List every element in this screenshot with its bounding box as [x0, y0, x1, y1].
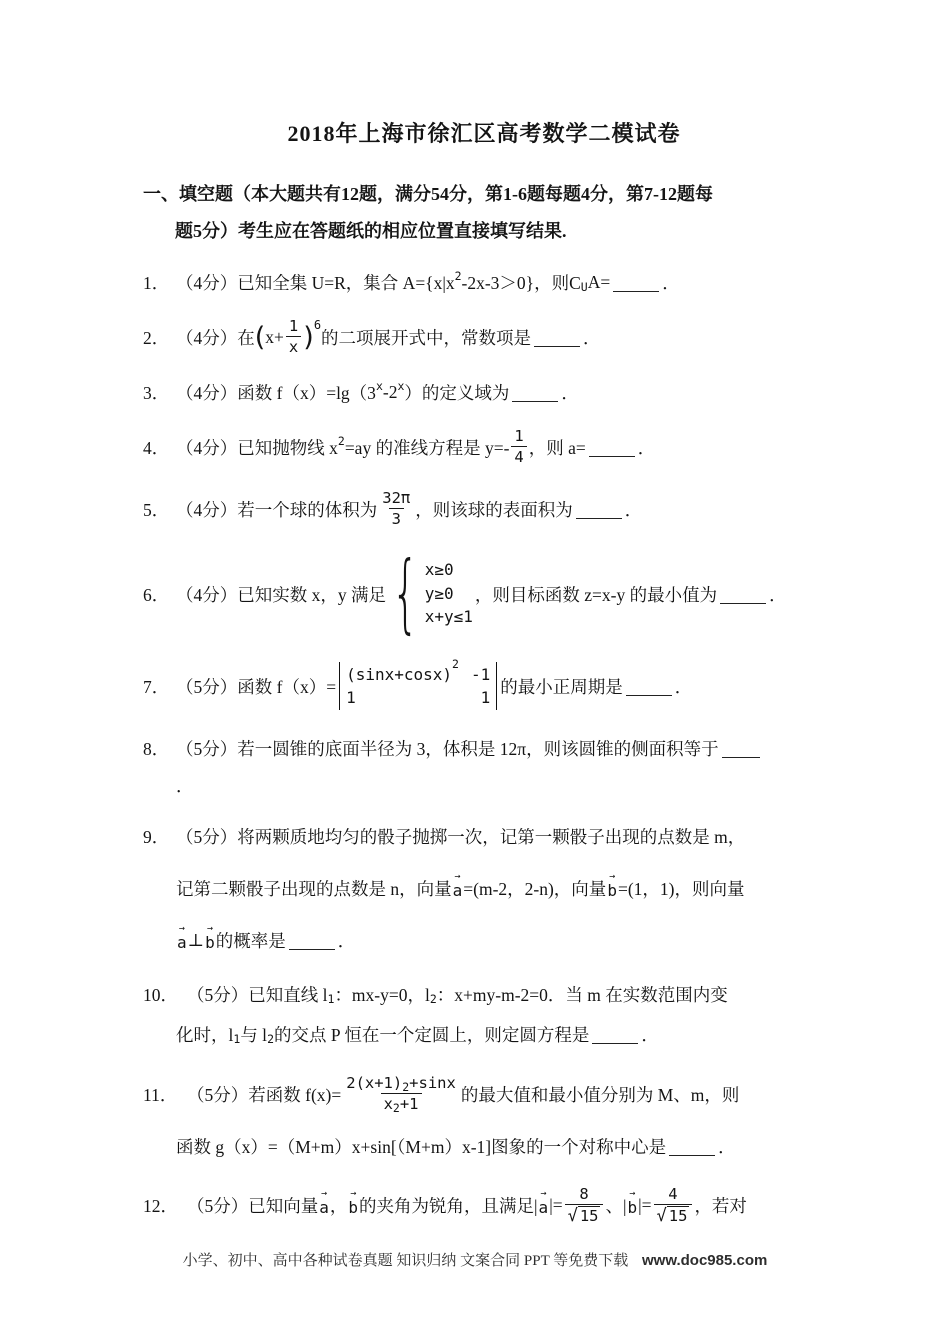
vector-arrow-icon: → [629, 1187, 636, 1199]
question-9 [143, 810, 825, 966]
fraction-denominator: 3 [389, 508, 404, 529]
question-text: 与 l [240, 1024, 268, 1045]
determinant-cell: -1 [470, 665, 491, 685]
fraction [654, 1185, 693, 1225]
question-text: =(m-2，2-n)，向量 [463, 878, 607, 899]
question-8-line-2 [143, 768, 825, 802]
vector-arrow-icon: → [609, 870, 616, 882]
vector-arrow-icon: → [321, 1187, 328, 1199]
question-text: 的最小正周期是 [500, 676, 623, 697]
question-2-line-1: 2． （4分）在 ( x+ $\frac{1}{x}$ ) $^6$ 的二项展开式中，常数项是 ． [143, 317, 601, 356]
question-text: ，若对 [694, 1195, 747, 1216]
question-text: 的交点 P 恒在一个定圆上，则定圆方程是 [274, 1024, 590, 1045]
question-text: ． [674, 676, 693, 697]
fraction [565, 1185, 604, 1225]
answer-blank [589, 437, 635, 457]
question-text: （4分）已知抛物线 x [176, 437, 338, 458]
question-3 [143, 372, 825, 412]
question-text: -2x-3＞0}，则C [461, 272, 581, 293]
question-text: A= [587, 271, 611, 292]
fraction-denominator [654, 1204, 693, 1226]
vector-a: → a [538, 1187, 549, 1217]
question-number: 7． [143, 676, 170, 697]
question-number: 10． [143, 984, 178, 1005]
question-7 [143, 652, 825, 720]
footer [0, 1249, 950, 1270]
question-text: 化时，l [176, 1024, 234, 1045]
answer-blank [613, 272, 659, 292]
question-number: 8． [143, 738, 170, 759]
determinant-body [339, 656, 497, 709]
system-rows [425, 561, 473, 626]
question-8 [143, 728, 825, 802]
question-text: |= [638, 1194, 652, 1215]
question-9-line-2 [143, 862, 825, 914]
fraction [343, 1074, 459, 1113]
vector-b: → b [205, 922, 215, 952]
question-text: ， [329, 1195, 348, 1216]
question-11-line-1 [143, 1062, 825, 1126]
fraction-denominator: x [286, 336, 301, 357]
vector-b: → b [607, 870, 617, 900]
question-8-line-1 [143, 728, 825, 768]
question-text: （5分）已知向量 [187, 1195, 319, 1216]
fraction-denominator: x $^2$ +1 [381, 1093, 422, 1114]
question-12 [143, 1174, 825, 1236]
question-text: 的最大值和最小值分别为 M、m，则 [460, 1084, 740, 1105]
question-text: ）的定义域为 [404, 382, 510, 403]
system-row: x≥0 [424, 560, 454, 580]
question-text: 、| [605, 1195, 627, 1216]
question-text: ：x+my-m-2=0．当 m 在实数范围内变 [436, 984, 728, 1005]
fraction [511, 427, 526, 466]
question-text: ，则该球的表面积为 [415, 499, 573, 520]
question-text: ． [583, 327, 601, 348]
question-text: ． [769, 584, 787, 605]
vector-b: → b [348, 1187, 359, 1217]
question-text: ． [718, 1136, 736, 1157]
question-10-line-1: 10． （5分）已知直线 l $_1$ ：mx-y=0，l $_2$ ：x+my-m-2=0．当 m 在实数范围内变 [143, 974, 825, 1014]
question-text: （4分）在 [176, 327, 255, 348]
question-text: （5分）函数 f（x）= [176, 676, 337, 697]
question-text: 记第二颗骰子出现的点数是 n，向量 [176, 878, 452, 899]
section-header [143, 176, 825, 250]
fraction [379, 489, 413, 528]
footer-url: www.doc985.com [642, 1252, 768, 1269]
question-9-line-3 [143, 914, 825, 966]
question-5-line-1 [143, 482, 825, 536]
question-4-line-1: 4． （4分）已知抛物线 x $^2$ =ay 的准线方程是 y=- $\frac{1}{4}$ ，则 a= ． [143, 427, 656, 466]
question-4 [143, 420, 825, 474]
question-number: 5． [143, 499, 170, 520]
determinant [339, 656, 497, 709]
question-text: -2 [382, 381, 398, 402]
question-number: 6． [143, 584, 170, 605]
vector-a: → a [177, 922, 187, 952]
question-text: ． [641, 1024, 659, 1045]
question-12-line-1 [143, 1174, 825, 1236]
section-header-line-2: 题5分）考生应在答题纸的相应位置直接填写结果. [175, 221, 567, 241]
question-text: （4分）已知实数 x，y 满足 [176, 584, 386, 605]
question-text: ． [662, 272, 680, 293]
system-brace: { [391, 543, 420, 644]
question-6-line-1 [143, 544, 825, 644]
fraction-numerator: 2(x+1) $^2$ +sinx [346, 1074, 456, 1094]
question-text: （4分）已知全集 U=R，集合 A={x|x [176, 272, 455, 293]
question-number: 11． [143, 1084, 178, 1105]
footer-text: 小学、初中、高中各种试卷真题 知识归纳 文案合同 PPT 等免费下载 [182, 1253, 629, 1269]
vector-a: → a [319, 1187, 329, 1217]
fraction-numerator: 8 [579, 1184, 589, 1203]
superscript: 2 [452, 656, 459, 671]
vector-arrow-icon: → [206, 922, 213, 934]
question-7-line-1 [143, 652, 825, 720]
vector-arrow-icon: → [350, 1187, 357, 1199]
answer-blank [592, 1024, 638, 1044]
question-3-line-1: 3． （4分）函数 f（x）=lg（3 $^x$ -2 $^x$ ）的定义域为 ． [143, 379, 579, 403]
vector-arrow-icon: → [540, 1187, 547, 1199]
question-number: 4． [143, 437, 170, 458]
question-2 [143, 310, 825, 364]
question-6 [143, 544, 825, 644]
question-text: 的概率是 [215, 930, 286, 951]
fraction-denominator: 4 [511, 446, 526, 467]
question-text: 的夹角为锐角，且满足| [359, 1195, 538, 1216]
determinant-cell: 1 [346, 687, 356, 707]
question-text: |= [549, 1194, 563, 1215]
question-text: （5分）若函数 f(x)= [187, 1084, 342, 1105]
question-number: 2． [143, 327, 170, 348]
question-text: ． [637, 437, 656, 458]
answer-blank [512, 382, 558, 402]
question-number: 1． [143, 272, 170, 293]
question-5 [143, 482, 825, 536]
question-10-line-2: 化时，l $_1$ 与 l $_2$ 的交点 P 恒在一个定圆上，则定圆方程是 ． [143, 1014, 825, 1054]
question-9-line-1 [143, 810, 825, 862]
question-text: ，则 a= [528, 437, 586, 458]
answer-blank [669, 1136, 715, 1156]
answer-blank [722, 738, 760, 758]
right-paren: ) [303, 321, 314, 353]
question-text: ． [561, 382, 579, 403]
determinant-cell: 1 [480, 687, 491, 707]
fraction-numerator: 4 [668, 1184, 678, 1203]
question-text: ，则目标函数 z=x-y 的最小值为 [474, 584, 718, 605]
determinant-cell: $(\sin x+\cos x)^2$ [346, 656, 459, 685]
sqrt: √ 15 [567, 1206, 599, 1227]
fraction-numerator: 1 [514, 427, 524, 446]
question-text: （5分）将两颗质地均匀的骰子抛掷一次，记第一颗骰子出现的点数是 m， [176, 826, 746, 847]
answer-blank [720, 584, 766, 604]
question-number: 3． [143, 382, 170, 403]
left-paren: ( [254, 321, 266, 353]
inequality-system [388, 543, 473, 644]
question-11 [143, 1062, 825, 1166]
answer-blank [534, 327, 580, 347]
question-text: 函数 g（x）=（M+m）x+sin[（M+m）x-1]图象的一个对称中心是 [176, 1136, 667, 1157]
question-text: x+ [265, 326, 284, 347]
answer-blank [576, 499, 622, 519]
answer-blank [626, 676, 672, 696]
answer-blank [289, 930, 335, 950]
question-text: =ay 的准线方程是 y=- [344, 437, 510, 458]
vector-a: → a [452, 870, 463, 900]
fraction-numerator: 1 [288, 317, 299, 336]
question-text: （4分）若一个球的体积为 [176, 499, 378, 520]
question-text: （4分）函数 f（x）=lg（3 [176, 382, 376, 403]
question-number: 9． [143, 826, 170, 847]
question-1-line-1: 1． （4分）已知全集 U=R，集合 A={x|x $^2$ -2x-3＞0}，则C $_U$ A= ． [143, 269, 680, 294]
question-1 [143, 262, 825, 302]
question-text: （5分）已知直线 l [187, 984, 328, 1005]
fraction-numerator: 32π [382, 489, 411, 508]
exam-title: 2018年上海市徐汇区高考数学二模试卷 [287, 121, 681, 146]
question-text: ． [624, 499, 643, 520]
vector-arrow-icon: → [178, 922, 185, 934]
question-11-line-2 [143, 1126, 825, 1166]
system-row: x+y≤1 [424, 607, 473, 627]
section-header-line-1: 一、填空题（本大题共有12题，满分54分，第1-6题每题4分，第7-12题每 [143, 184, 713, 204]
system-row: y≥0 [424, 583, 454, 603]
vector-arrow-icon: → [454, 870, 461, 882]
question-number: 12． [143, 1195, 178, 1216]
perpendicular-symbol: ⊥ [187, 929, 205, 950]
fraction-denominator [565, 1204, 604, 1226]
question-text: （5分）若一圆锥的底面半径为 3，体积是 12π，则该圆锥的侧面积等于 [176, 738, 719, 759]
question-text: ． [176, 775, 194, 796]
question-text: ：mx-y=0，l [334, 984, 430, 1005]
fraction [286, 317, 301, 356]
question-text: =(1，1)，则向量 [617, 878, 745, 899]
question-text: ． [337, 930, 356, 951]
vector-b: → b [627, 1187, 638, 1217]
question-10 [143, 974, 825, 1054]
sqrt: √ 15 [656, 1206, 688, 1227]
question-text: 的二项展开式中，常数项是 [321, 327, 532, 348]
document-body [143, 118, 825, 1244]
